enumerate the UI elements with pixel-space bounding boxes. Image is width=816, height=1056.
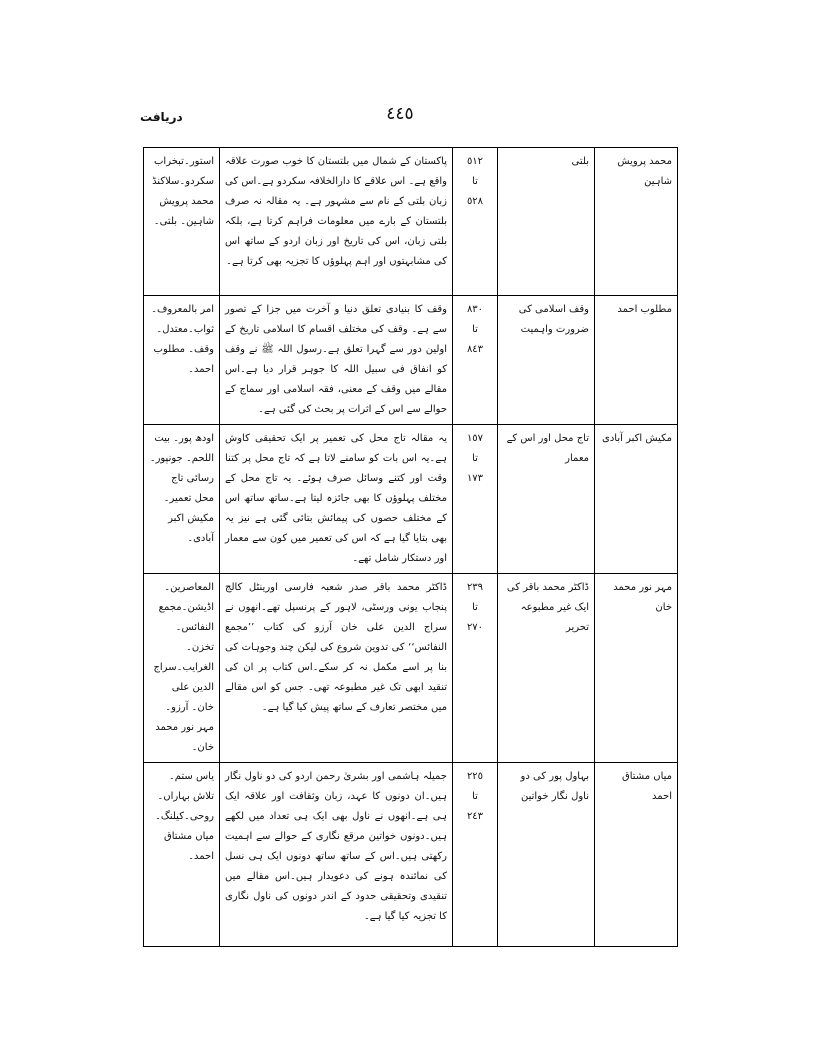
title-cell: بہاول پور کی دو ناول نگار خواتین: [498, 763, 595, 947]
pages-cell: [453, 574, 498, 763]
page-from: ٥١٢: [466, 156, 484, 167]
page-separator: تا: [472, 791, 478, 802]
author-cell: مکیش اکبر آبادی: [595, 425, 678, 574]
page-to: ٥٢٨: [466, 196, 484, 207]
page-from: ٢٣٩: [466, 582, 484, 593]
title-cell: بلتی: [498, 148, 595, 296]
page-to: ٨٤٣: [466, 344, 484, 355]
pages-cell: [453, 148, 498, 296]
pages-cell: [453, 296, 498, 425]
author-cell: محمد پرویش شاہین: [595, 148, 678, 296]
table-row: [144, 425, 678, 574]
page-from: ٨٣٠: [466, 304, 484, 315]
page-separator: تا: [472, 602, 478, 613]
title-cell: تاج محل اور اس کے معمار: [498, 425, 595, 574]
keywords-cell: اودھ پور۔ بیت اللحم۔ جونپور۔ رسائی تاج محل تعمیر۔ مکیش اکبر آبادی۔: [144, 425, 220, 574]
keywords-cell: یاس ستم۔تلاش بہاراں۔ روحی۔کیلنگ۔ میاں مشتاق احمد۔: [144, 763, 220, 947]
pages-cell: [453, 763, 498, 947]
title-cell: وقف اسلامی کی ضرورت واہمیت: [498, 296, 595, 425]
page-to: ٢٧٠: [466, 622, 484, 633]
summary-cell: جمیلہ ہاشمی اور بشریٰ رحمن اردو کی دو ناول نگار ہیں۔ان دونوں کا عہد، زبان وثقافت اور علاقہ ایک ہی ہے۔انھوں نے ناول بھی ایک ہی تعداد میں لکھے ہیں۔دونوں خواتین مرقع نگاری کے حوالے سے اہمیت رکھتی ہیں۔اس کے ساتھ ساتھ دونوں ایک ہی نسل کی نمائندہ ہونے کی دعویدار ہیں۔اس مقالے میں تنقیدی وتحقیقی حدود کے اندر دونوں کی ناول نگاری کا تجزیہ کیا گیا ہے۔: [220, 763, 453, 947]
page-separator: تا: [472, 453, 478, 464]
journal-name: دریافت: [140, 110, 183, 124]
summary-cell: ڈاکٹر محمد باقر صدر شعبہ فارسی اورینٹل کالج پنجاب یونی ورسٹی، لاہور کے پرنسپل تھے۔انھوں نے سراج الدین علی خان آرزو کی کتاب ’’مجمع النفائس‘‘ کی تدوین شروع کی لیکن چند وجوہات کی بنا پر اسے مکمل نہ کر سکے۔اس کتاب پر ان کی تنقید ابھی تک غیر مطبوعہ تھی۔ جس کو اس مقالے میں مختصر تعارف کے ساتھ پیش کیا گیا ہے۔: [220, 574, 453, 763]
page-from: ١٥٧: [466, 433, 484, 444]
pages-cell: [453, 425, 498, 574]
page-number: ٤٤٥: [386, 104, 414, 124]
author-cell: مہر نور محمد خان: [595, 574, 678, 763]
author-cell: مطلوب احمد: [595, 296, 678, 425]
index-table: [143, 147, 678, 947]
summary-cell: یہ مقالہ تاج محل کی تعمیر پر ایک تحقیقی کاوش ہے۔یہ اس بات کو سامنے لاتا ہے کہ تاج محل پر کتنا وقت اور کتنے وسائل صرف ہوئے۔ یہ تاج محل کے مختلف پہلوؤں کا بھی جائزہ لیتا ہے۔ساتھ ساتھ اس کے مختلف حصوں کی پیمائش بتائی گئی ہے نیز یہ بھی بتایا گیا ہے کہ اس کی تعمیر میں کون سے معمار اور دستکار شامل تھے۔: [220, 425, 453, 574]
page-from: ٢٢٥: [466, 771, 484, 782]
summary-cell: پاکستان کے شمال میں بلتستان کا خوب صورت علاقہ واقع ہے۔ اس علاقے کا دارالخلافہ سکردو ہے۔اس کی زبان بلتی کے نام سے مشہور ہے۔ یہ مقالہ نہ صرف بلتستان کے بارے میں معلومات فراہم کرتا ہے، بلکہ بلتی زبان، اس کی تاریخ اور زبان اردو کے ساتھ اس کی مشابہتوں اور اہم پہلوؤں کا تجزیہ بھی کرتا ہے۔: [220, 148, 453, 296]
keywords-cell: المعاصرین۔ اڈیشن۔مجمع النفائس۔تخزن۔ الغرایب۔سراج الدین علی خان۔ آرزو۔مہر نور محمد خان۔: [144, 574, 220, 763]
table-row: [144, 296, 678, 425]
table-row: [144, 574, 678, 763]
summary-cell: وقف کا بنیادی تعلق دنیا و آخرت میں جزا کے تصور سے ہے۔ وقف کی مختلف اقسام کا اسلامی تاریخ کے اولین دور سے گہرا تعلق ہے۔رسول اللہ ﷺ نے وقف کو انفاق فی سبیل اللہ کا جوہر قرار دیا ہے۔اس مقالے میں وقف کے معنی، فقہ اسلامی اور سماج کے حوالے سے اس کے اثرات پر بحث کی گئی ہے۔: [220, 296, 453, 425]
keywords-cell: امر بالمعروف۔ ثواب۔معتدل۔ وقف۔ مطلوب احمد۔: [144, 296, 220, 425]
page-to: ١٧٣: [466, 473, 484, 484]
title-cell: ڈاکٹر محمد باقر کی ایک غیر مطبوعہ تحریر: [498, 574, 595, 763]
page-separator: تا: [472, 176, 478, 187]
author-cell: میاں مشتاق احمد: [595, 763, 678, 947]
page-to: ٢٤٣: [466, 811, 484, 822]
table-row: [144, 148, 678, 296]
page-separator: تا: [472, 324, 478, 335]
table-row: [144, 763, 678, 947]
keywords-cell: استور۔تبخراب سکردو۔سلاکنڈ محمد پرویش شاہین۔ بلتی۔: [144, 148, 220, 296]
